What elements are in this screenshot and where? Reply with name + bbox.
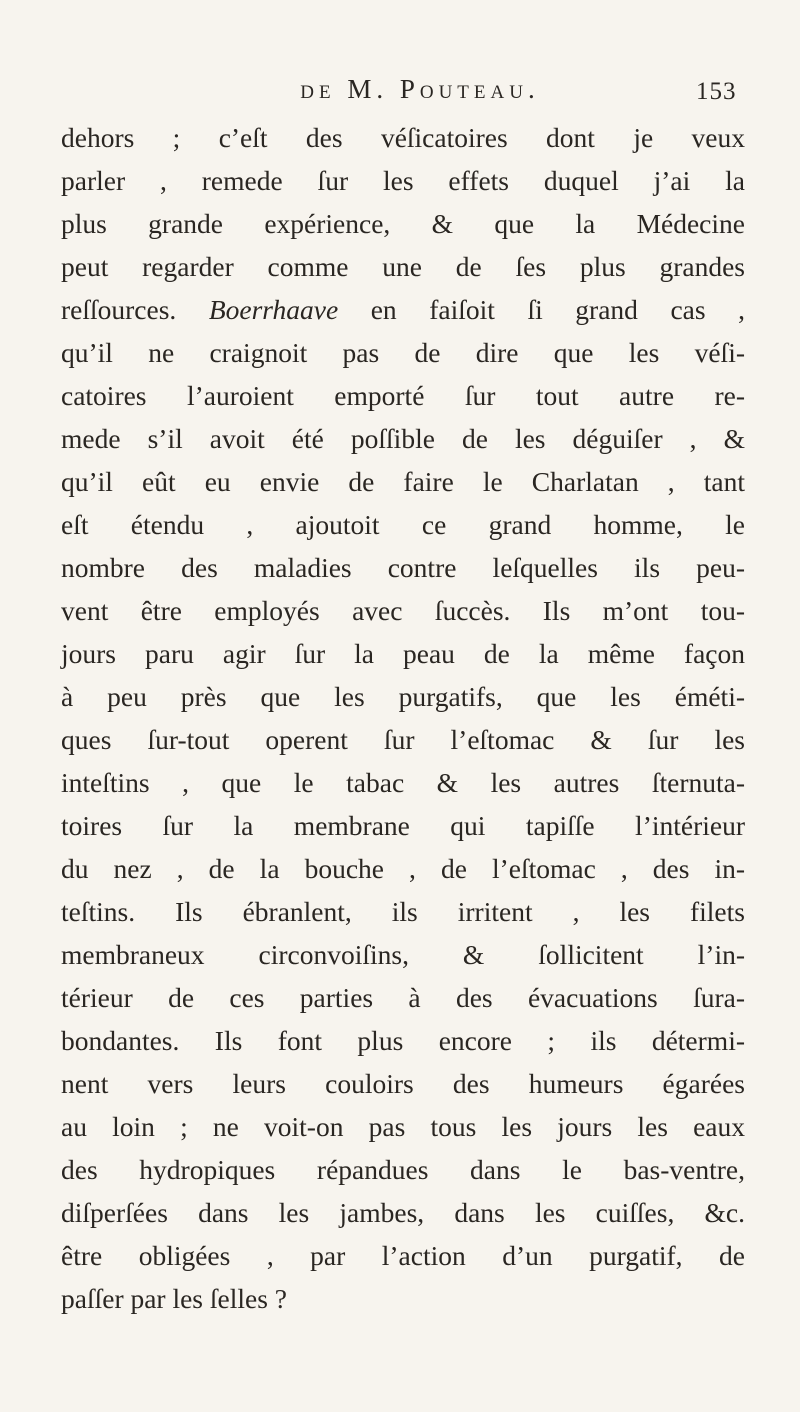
text-line: bondantes. Ils font plus encore ; ils détermi- [61, 1025, 745, 1056]
italic-name: Boerrhaave [208, 294, 339, 325]
text-line: plus grande expérience, & que la Médecine [61, 208, 745, 239]
text-line: ques ſur-tout operent ſur l’eſtomac & ſur les [61, 724, 745, 755]
page-number: 153 [696, 78, 737, 105]
text-segment: reſſources. [61, 294, 209, 325]
text-line: inteſtins , que le tabac & les autres ſternuta- [61, 767, 745, 798]
text-line [61, 288, 745, 332]
text-line: être obligées , par l’action d’un purgatif, de [61, 1240, 745, 1271]
text-line: à peu près que les purgatifs, que les éméti- [61, 681, 745, 712]
text-line: du nez , de la bouche , de l’eſtomac , des in- [61, 853, 745, 884]
text-line: paſſer par les ſelles ? [61, 1283, 288, 1314]
text-line: catoires l’auroient emporté ſur tout autre re- [61, 380, 745, 411]
text-line: diſperſées dans les jambes, dans les cuiſſes, &c. [61, 1197, 745, 1228]
text-line: qu’il ne craignoit pas de dire que les véſi- [61, 337, 745, 368]
text-line: teſtins. Ils ébranlent, ils irritent , les filets [61, 896, 745, 927]
running-head-title: de M. Pouteau. [300, 74, 540, 104]
running-head [0, 74, 800, 114]
text-line: mede s’il avoit été poſſible de les déguiſer , & [61, 423, 745, 454]
text-line: au loin ; ne voit-on pas tous les jours les eaux [61, 1111, 745, 1142]
text-line: nombre des maladies contre leſquelles ils peu- [61, 552, 745, 583]
text-line: qu’il eût eu envie de faire le Charlatan , tant [61, 466, 745, 497]
text-line: térieur de ces parties à des évacuations ſura- [61, 982, 745, 1013]
text-line: peut regarder comme une de ſes plus grandes [61, 251, 745, 282]
text-line: nent vers leurs couloirs des humeurs égarées [61, 1068, 745, 1099]
text-line: jours paru agir ſur la peau de la même façon [61, 638, 745, 669]
text-line: des hydropiques répandues dans le bas-ventre, [61, 1154, 745, 1185]
text-line: eſt étendu , ajoutoit ce grand homme, le [61, 509, 745, 540]
text-line: toires ſur la membrane qui tapiſſe l’intérieur [61, 810, 745, 841]
text-line: membraneux circonvoiſins, & ſollicitent l’in- [61, 939, 745, 970]
text-line: parler , remede ſur les effets duquel j’ai la [61, 165, 745, 196]
text-line: dehors ; c’eſt des véſicatoires dont je veux [61, 122, 745, 153]
text-segment: en faiſoit ſi grand cas , [338, 294, 745, 325]
text-line: vent être employés avec ſuccès. Ils m’ont tou- [61, 595, 745, 626]
